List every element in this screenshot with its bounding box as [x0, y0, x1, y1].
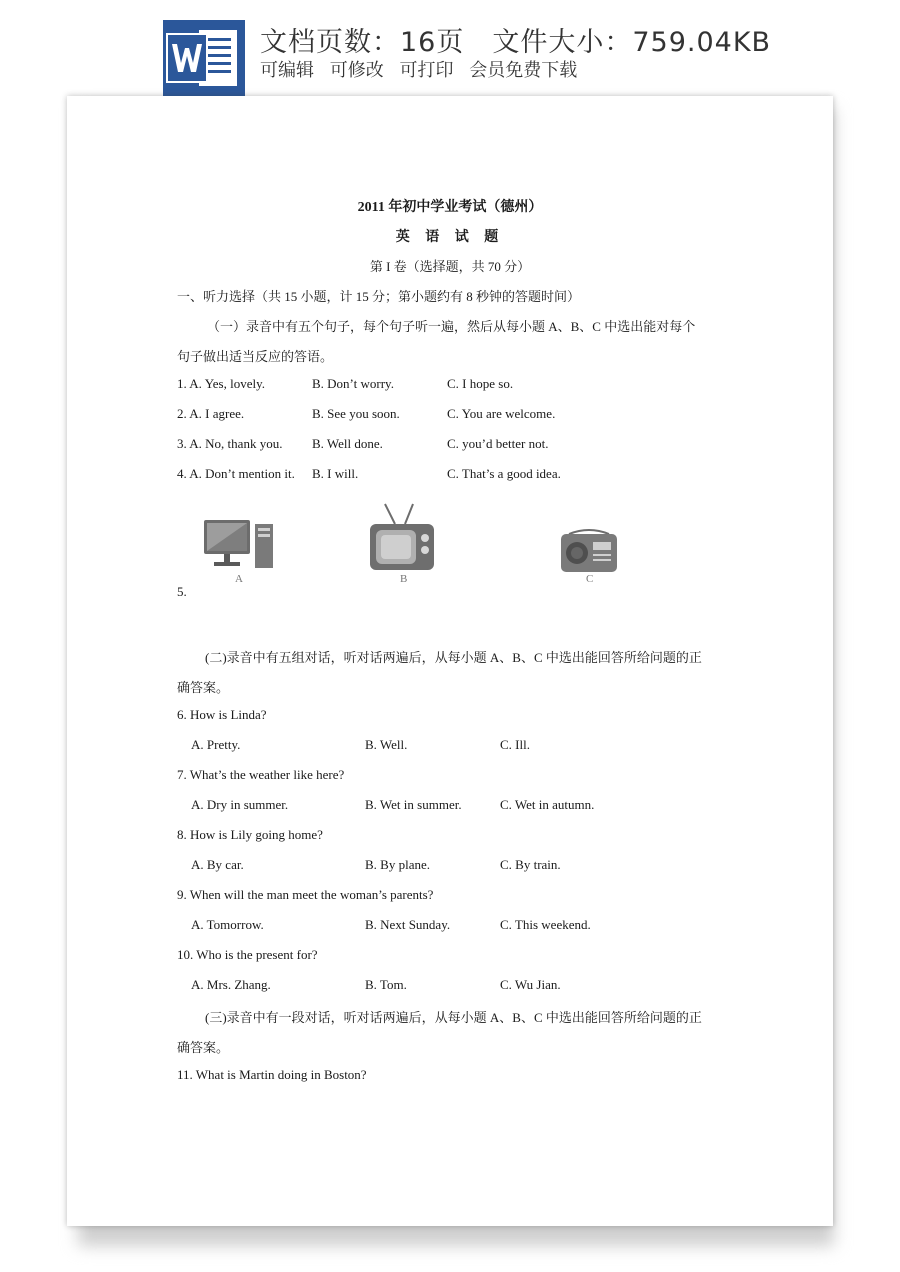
q6-option-c: C. Ill.	[500, 737, 530, 752]
q1-option-c: C. I hope so.	[447, 376, 514, 391]
picture-label-c: C	[586, 573, 594, 585]
q9-option-a: A. Tomorrow.	[191, 917, 264, 932]
feature-modifiable: 可修改	[329, 60, 384, 81]
document-info-banner	[0, 0, 900, 96]
section-heading-listening: 一、听力选择（共 15 小题，计 15 分；第小题约有 8 秒钟的答题时间）	[177, 289, 581, 304]
q4-option-c: C. That’s a good idea.	[447, 466, 561, 481]
q11-question: 11. What is Martin doing in Boston?	[177, 1067, 367, 1082]
q7-option-b: B. Wet in summer.	[365, 797, 462, 812]
exam-title: 2011 年初中学业考试（德州）	[357, 200, 543, 215]
q7-question: 7. What’s the weather like here?	[177, 767, 345, 782]
television-picture	[367, 502, 437, 578]
page-count: 文档页数：16页	[260, 27, 465, 58]
part3-instruction-cont: 确答案。	[177, 1040, 230, 1055]
q9-option-b: B. Next Sunday.	[365, 917, 451, 932]
part2-instruction-cont: 确答案。	[177, 680, 230, 695]
q8-question: 8. How is Lily going home?	[177, 827, 323, 842]
q3-option-a: 3. A. No, thank you.	[177, 436, 283, 451]
q8-option-b: B. By plane.	[365, 857, 430, 872]
q4-option-a: 4. A. Don’t mention it.	[177, 466, 295, 481]
feature-list	[260, 56, 587, 82]
radio-picture	[557, 526, 621, 580]
q10-option-b: B. Tom.	[365, 977, 407, 992]
q10-option-c: C. Wu Jian.	[500, 977, 561, 992]
q1-option-a: 1. A. Yes, lovely.	[177, 376, 266, 391]
feature-printable: 可打印	[399, 60, 454, 81]
q2-option-a: 2. A. I agree.	[177, 406, 245, 421]
part3-instruction: (三)录音中有一段对话，听对话两遍后，从每小题 A、B、C 中选出能回答所给问题的正	[205, 1010, 702, 1025]
q6-option-a: A. Pretty.	[191, 737, 241, 752]
q3-option-c: C. you’d better not.	[447, 436, 549, 451]
q3-option-b: B. Well done.	[312, 436, 383, 451]
q8-option-c: C. By train.	[500, 857, 561, 872]
q7-option-c: C. Wet in autumn.	[500, 797, 595, 812]
file-size: 文件大小：759.04KB	[492, 27, 772, 58]
picture-label-a: A	[235, 573, 243, 585]
q2-option-b: B. See you soon.	[312, 406, 400, 421]
q2-option-c: C. You are welcome.	[447, 406, 556, 421]
feature-member-download: 会员免费下载	[469, 60, 578, 81]
q9-question: 9. When will the man meet the woman’s parents?	[177, 887, 434, 902]
file-stats	[260, 20, 771, 59]
part1-instruction: （一）录音中有五个句子，每个句子听一遍，然后从每小题 A、B、C 中选出能对每个	[207, 319, 696, 334]
q5-number: 5.	[177, 584, 187, 599]
q8-option-a: A. By car.	[191, 857, 244, 872]
exam-subtitle: 英 语 试 题	[395, 230, 505, 245]
q6-option-b: B. Well.	[365, 737, 408, 752]
picture-label-b: B	[400, 573, 408, 585]
q10-option-a: A. Mrs. Zhang.	[191, 977, 271, 992]
q6-question: 6. How is Linda?	[177, 707, 267, 722]
document-page	[67, 96, 833, 1226]
volume-heading: 第 I 卷（选择题，共 70 分）	[369, 259, 531, 274]
part1-instruction-cont: 句子做出适当反应的答语。	[177, 349, 334, 364]
q7-option-a: A. Dry in summer.	[191, 797, 289, 812]
q4-option-b: B. I will.	[312, 466, 359, 481]
feature-editable: 可编辑	[260, 60, 314, 81]
part2-instruction: (二)录音中有五组对话，听对话两遍后，从每小题 A、B、C 中选出能回答所给问题的正	[205, 650, 702, 665]
word-document-icon	[163, 20, 245, 96]
q10-question: 10. Who is the present for?	[177, 947, 318, 962]
q1-option-b: B. Don’t worry.	[312, 376, 394, 391]
q9-option-c: C. This weekend.	[500, 917, 591, 932]
